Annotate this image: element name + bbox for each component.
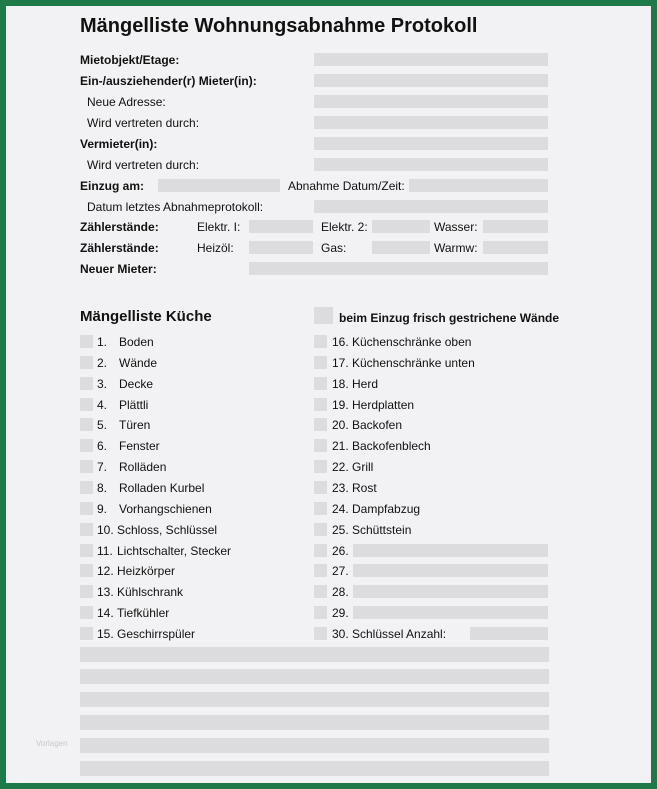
item-checkbox[interactable] [314,523,327,536]
item-checkbox[interactable] [314,356,327,369]
mieter-label: Ein-/ausziehender(r) Mieter(in): [80,74,257,88]
item-label: Backofen [352,418,403,432]
item-checkbox[interactable] [80,460,93,473]
item-number: 26. [332,544,349,558]
item-blank-field[interactable] [353,564,548,577]
vertreten-label-1: Wird vertreten durch: [87,116,200,130]
notes-line[interactable] [80,738,549,753]
item-number: 25. [332,523,349,537]
schluessel-anzahl-field[interactable] [470,627,548,640]
item-label: Rost [352,481,377,495]
item-number: 19. [332,398,349,412]
item-label: Herd [352,377,379,391]
item-checkbox[interactable] [314,335,327,348]
item-number: 20. [332,418,349,432]
item-blank-field[interactable] [353,544,548,557]
item-number: 10. [97,523,114,537]
item-number: 21. [332,439,349,453]
heizoel-field[interactable] [249,241,313,254]
item-checkbox[interactable] [314,544,327,557]
item-number: 28. [332,585,349,599]
item-label: Vorhangschienen [119,502,212,516]
item-number: 29. [332,606,349,620]
item-label: Dampfabzug [352,502,421,516]
item-checkbox[interactable] [314,564,327,577]
datum-letztes-field[interactable] [314,200,548,213]
zaehler-label-2: Zählerstände: [80,241,159,255]
watermark: Vorlagen [36,739,68,748]
item-number: 7. [97,460,108,474]
item-label: Heizkörper [117,564,176,578]
item-checkbox[interactable] [80,523,93,536]
heizoel-label: Heizöl: [197,241,234,255]
item-label: Lichtschalter, Stecker [117,544,232,558]
vertreten-field-2[interactable] [314,158,548,171]
einzug-field[interactable] [158,179,280,192]
elektr1-label: Elektr. I: [197,220,241,234]
gas-label: Gas: [321,241,347,255]
abnahme-field[interactable] [409,179,548,192]
neuer-mieter-label: Neuer Mieter: [80,262,157,276]
item-number: 27. [332,564,349,578]
item-label: Küchenschränke oben [352,335,472,349]
item-label: Schüttstein [352,523,412,537]
item-number: 14. [97,606,114,620]
item-label: Grill [352,460,374,474]
item-label: Schlüssel Anzahl: [352,627,447,641]
item-label: Fenster [119,439,160,453]
item-checkbox[interactable] [80,418,93,431]
item-checkbox[interactable] [314,377,327,390]
item-number: 16. [332,335,349,349]
warmw-field[interactable] [483,241,548,254]
item-number: 23. [332,481,349,495]
vertreten-label-2: Wird vertreten durch: [87,158,200,172]
item-checkbox[interactable] [80,439,93,452]
item-blank-field[interactable] [353,585,548,598]
notes-line[interactable] [80,715,549,730]
abnahme-label: Abnahme Datum/Zeit: [288,179,405,193]
item-number: 17. [332,356,349,370]
item-number: 1. [97,335,108,349]
gas-field[interactable] [372,241,430,254]
item-number: 12. [97,564,114,578]
item-checkbox[interactable] [80,585,93,598]
item-label: Backofenblech [352,439,431,453]
item-checkbox[interactable] [80,481,93,494]
item-label: Plättli [119,398,149,412]
warmw-label: Warmw: [434,241,478,255]
datum-letztes-label: Datum letztes Abnahmeprotokoll: [87,200,264,214]
item-number: 6. [97,439,108,453]
item-blank-field[interactable] [353,606,548,619]
elektr2-field[interactable] [372,220,430,233]
item-checkbox[interactable] [314,627,327,640]
item-checkbox[interactable] [80,627,93,640]
item-label: Herdplatten [352,398,415,412]
elektr2-label: Elektr. 2: [321,220,368,234]
vertreten-field-1[interactable] [314,116,548,129]
item-checkbox[interactable] [314,606,327,619]
item-checkbox[interactable] [314,418,327,431]
vermieter-field[interactable] [314,137,548,150]
einzug-label: Einzug am: [80,179,145,193]
item-label: Kühlschrank [117,585,184,599]
item-label: Türen [119,418,151,432]
item-number: 30. [332,627,349,641]
neue-adresse-field[interactable] [314,95,548,108]
item-number: 5. [97,418,108,432]
waende-note: beim Einzug frisch gestrichene Wände [339,311,560,325]
item-checkbox[interactable] [314,439,327,452]
mieter-field[interactable] [314,74,548,87]
mietobjekt-field[interactable] [314,53,548,66]
item-checkbox[interactable] [80,335,93,348]
item-number: 3. [97,377,108,391]
vermieter-label: Vermieter(in): [80,137,158,151]
notes-line[interactable] [80,669,549,684]
item-checkbox[interactable] [80,356,93,369]
item-number: 15. [97,627,114,641]
item-number: 9. [97,502,108,516]
item-label: Tiefkühler [117,606,170,620]
notes-line[interactable] [80,647,549,662]
item-label: Rolladen Kurbel [119,481,205,495]
item-checkbox[interactable] [314,502,327,515]
neuer-mieter-field[interactable] [249,262,548,275]
item-number: 22. [332,460,349,474]
item-checkbox[interactable] [314,460,327,473]
item-number: 18. [332,377,349,391]
item-number: 2. [97,356,108,370]
page-title: Mängelliste Wohnungsabnahme Protokoll [80,15,478,37]
item-number: 24. [332,502,349,516]
item-checkbox[interactable] [314,585,327,598]
item-number: 8. [97,481,108,495]
item-checkbox[interactable] [80,606,93,619]
document-page [6,6,651,783]
zaehler-label-1: Zählerstände: [80,220,159,234]
item-label: Wände [119,356,158,370]
item-label: Schloss, Schlüssel [117,523,218,537]
item-label: Geschirrspüler [117,627,196,641]
waende-checkbox[interactable] [314,307,333,324]
item-checkbox[interactable] [314,398,327,411]
notes-line[interactable] [80,692,549,707]
neue-adresse-label: Neue Adresse: [87,95,166,109]
item-number: 13. [97,585,114,599]
item-number: 4. [97,398,108,412]
mietobjekt-label: Mietobjekt/Etage: [80,53,180,67]
item-checkbox[interactable] [314,481,327,494]
item-checkbox[interactable] [80,398,93,411]
item-label: Boden [119,335,154,349]
item-checkbox[interactable] [80,502,93,515]
notes-line[interactable] [80,761,549,776]
item-checkbox[interactable] [80,544,93,557]
item-label: Rolläden [119,460,167,474]
item-checkbox[interactable] [80,564,93,577]
item-checkbox[interactable] [80,377,93,390]
section-title-kueche: Mängelliste Küche [80,308,212,325]
elektr1-field[interactable] [249,220,313,233]
wasser-field[interactable] [483,220,548,233]
item-label: Küchenschränke unten [352,356,475,370]
item-label: Decke [119,377,154,391]
wasser-label: Wasser: [434,220,478,234]
item-number: 11. [97,544,113,558]
